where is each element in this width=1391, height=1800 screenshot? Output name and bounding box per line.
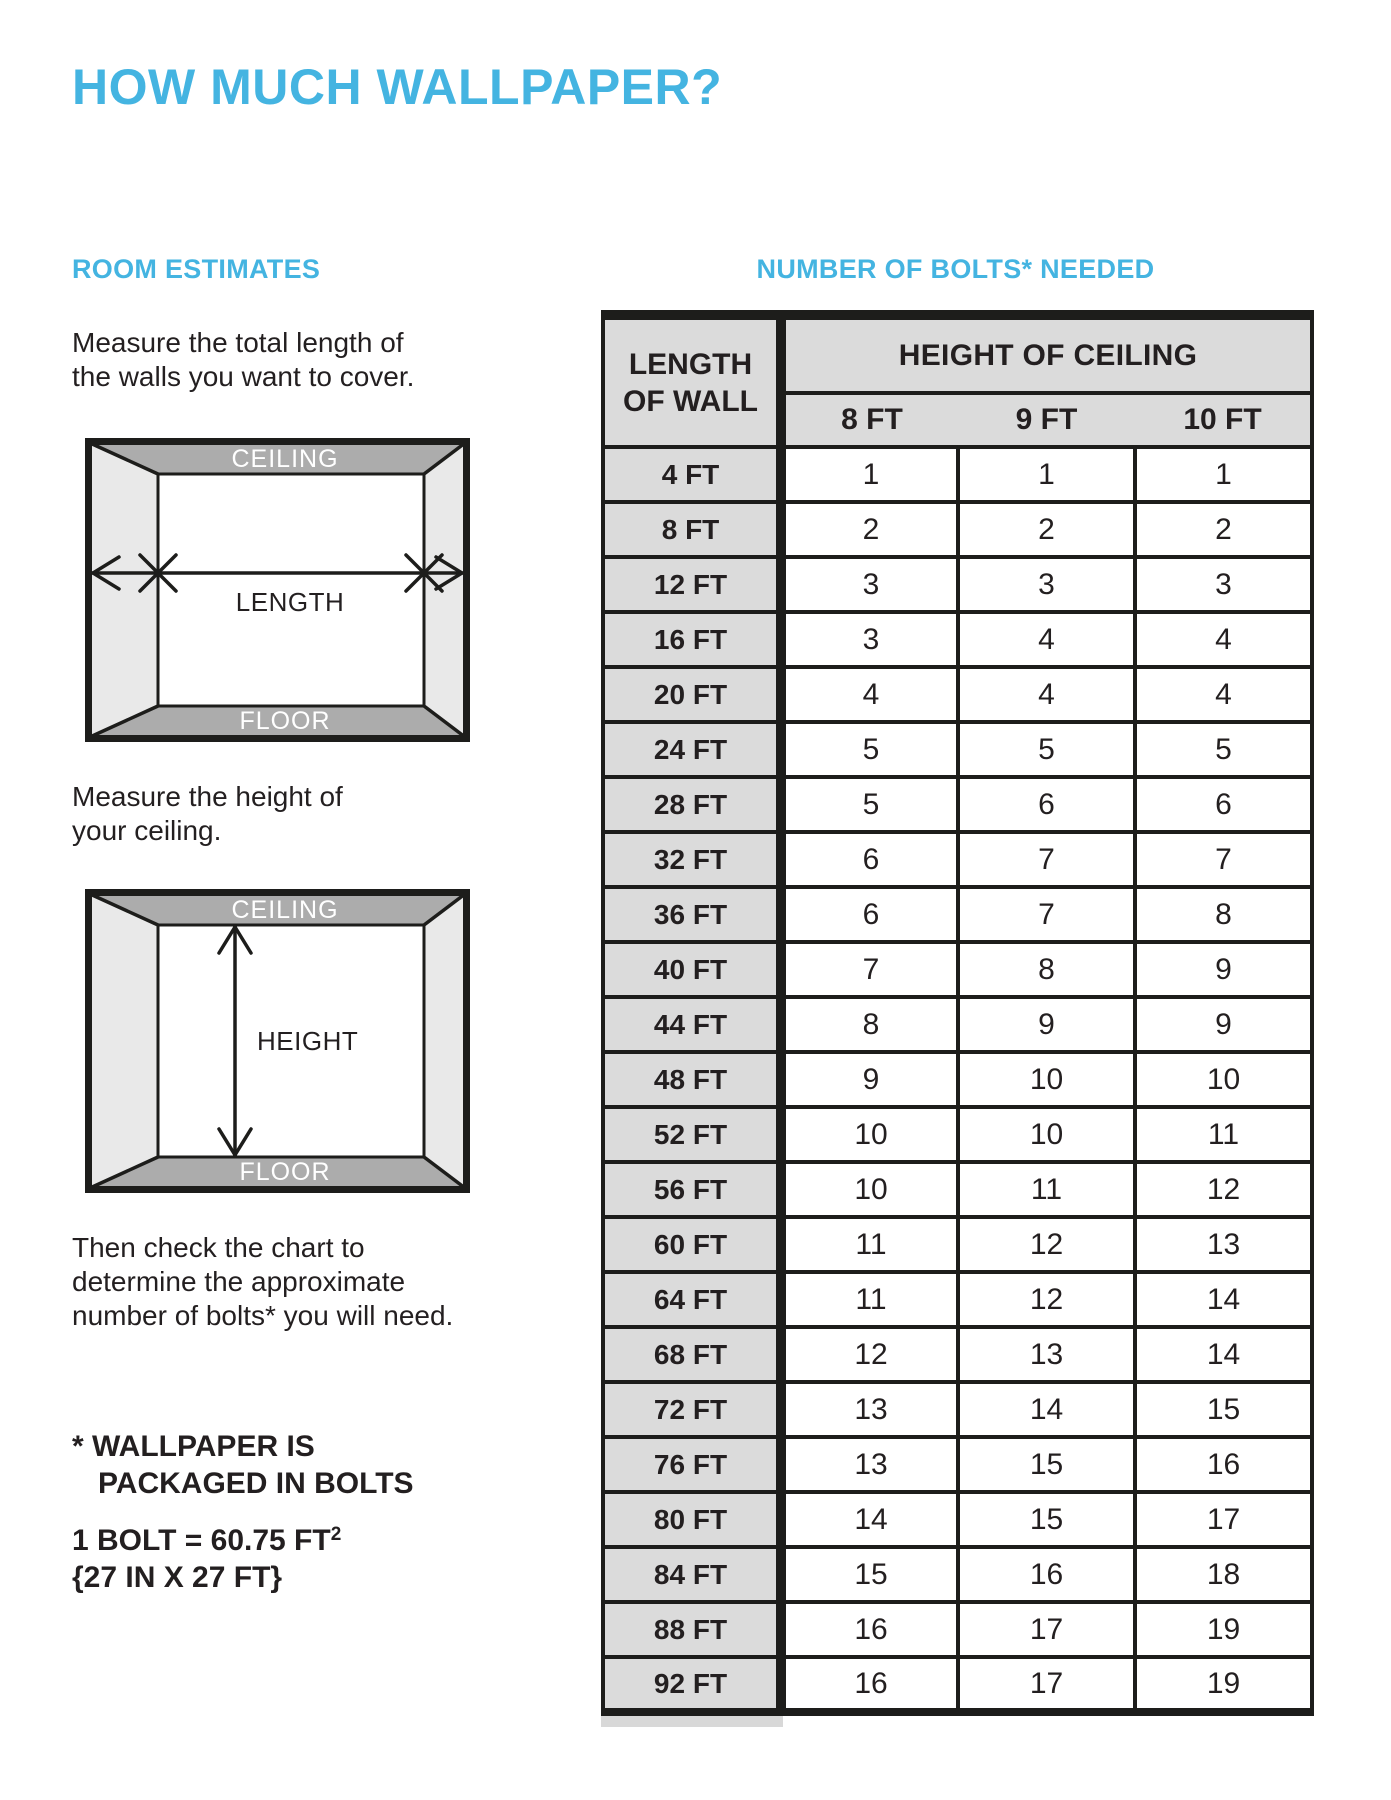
table-row [603, 1382, 1312, 1437]
bolt-count-cell: 3 [958, 557, 1135, 612]
table-row [603, 447, 1312, 502]
table-row [603, 1492, 1312, 1547]
bolt-count-cell: 15 [1135, 1382, 1312, 1437]
wall-length-label: 36 FT [603, 887, 781, 942]
bolt-count-cell: 7 [958, 887, 1135, 942]
bolt-count-cell: 9 [1135, 942, 1312, 997]
right-wall [424, 443, 465, 737]
bolt-count-cell: 16 [958, 1547, 1135, 1602]
wall-length-label: 80 FT [603, 1492, 781, 1547]
wall-length-label: 52 FT [603, 1107, 781, 1162]
bolt-count-cell: 16 [781, 1602, 958, 1657]
height-label: HEIGHT [257, 1026, 359, 1056]
col-header-9ft: 9 FT [958, 393, 1135, 447]
table-row [603, 667, 1312, 722]
wall-length-label: 24 FT [603, 722, 781, 777]
table-row [603, 1162, 1312, 1217]
ceiling-label: CEILING [231, 896, 339, 924]
height-of-ceiling-header: HEIGHT OF CEILING [781, 315, 1312, 393]
wall-length-label: 64 FT [603, 1272, 781, 1327]
bolt-count-cell: 12 [958, 1272, 1135, 1327]
bolt-count-cell: 4 [958, 667, 1135, 722]
bolt-count-cell: 8 [781, 997, 958, 1052]
bolt-count-cell: 4 [1135, 667, 1312, 722]
bolt-count-cell: 5 [781, 722, 958, 777]
squared-superscript: 2 [330, 1524, 342, 1545]
col-header-10ft: 10 FT [1135, 393, 1312, 447]
wall-length-label: 56 FT [603, 1162, 781, 1217]
bolt-count-cell: 17 [958, 1657, 1135, 1712]
bolt-count-cell: 13 [958, 1327, 1135, 1382]
header-line: OF WALL [623, 384, 758, 418]
table-row [603, 557, 1312, 612]
bolt-count-cell: 10 [1135, 1052, 1312, 1107]
bolt-count-cell: 4 [781, 667, 958, 722]
table-row [603, 887, 1312, 942]
bolt-count-cell: 9 [958, 997, 1135, 1052]
table-row [603, 722, 1312, 777]
check-chart-paragraph [72, 1231, 453, 1333]
bolt-count-cell: 10 [958, 1052, 1135, 1107]
bolt-count-cell: 6 [781, 887, 958, 942]
wall-length-label: 20 FT [603, 667, 781, 722]
wall-length-label: 48 FT [603, 1052, 781, 1107]
bolt-count-cell: 7 [1135, 832, 1312, 887]
label-column-sliver [601, 1716, 783, 1727]
table-row [603, 1657, 1312, 1712]
bolt-count-cell: 14 [1135, 1327, 1312, 1382]
col-header-8ft: 8 FT [781, 393, 958, 447]
bolt-count-cell: 3 [781, 557, 958, 612]
bolt-count-cell: 11 [1135, 1107, 1312, 1162]
bolt-count-cell: 3 [781, 612, 958, 667]
bolt-count-cell: 14 [781, 1492, 958, 1547]
bolt-count-cell: 5 [1135, 722, 1312, 777]
table-row [603, 1327, 1312, 1382]
bolt-count-cell: 12 [781, 1327, 958, 1382]
bolt-count-cell: 15 [958, 1437, 1135, 1492]
bolt-count-cell: 1 [958, 447, 1135, 502]
wall-length-label: 92 FT [603, 1657, 781, 1712]
wall-length-label: 4 FT [603, 447, 781, 502]
bolt-count-cell: 5 [781, 777, 958, 832]
bolt-count-cell: 11 [781, 1217, 958, 1272]
bolt-count-cell: 4 [1135, 612, 1312, 667]
wall-length-label: 84 FT [603, 1547, 781, 1602]
bolt-equation [72, 1524, 341, 1558]
bolt-count-cell: 5 [958, 722, 1135, 777]
room-estimates-heading: ROOM ESTIMATES [72, 254, 321, 284]
wall-length-label: 68 FT [603, 1327, 781, 1382]
floor-label: FLOOR [239, 707, 331, 735]
bolt-count-cell: 15 [958, 1492, 1135, 1547]
page-title: HOW MUCH WALLPAPER? [72, 59, 723, 115]
bolt-count-cell: 17 [958, 1602, 1135, 1657]
bolt-count-cell: 7 [958, 832, 1135, 887]
bolt-count-cell: 12 [1135, 1162, 1312, 1217]
bolt-count-cell: 9 [1135, 997, 1312, 1052]
bolt-count-cell: 13 [781, 1437, 958, 1492]
ceiling-label: CEILING [231, 445, 339, 473]
length-of-wall-header [603, 315, 781, 447]
right-wall [424, 894, 465, 1188]
table-row [603, 997, 1312, 1052]
bolt-count-cell: 11 [781, 1272, 958, 1327]
wall-length-label: 40 FT [603, 942, 781, 997]
table-row [603, 1052, 1312, 1107]
wall-length-label: 60 FT [603, 1217, 781, 1272]
bolt-count-cell: 18 [1135, 1547, 1312, 1602]
bolt-count-cell: 10 [781, 1107, 958, 1162]
table-row [603, 942, 1312, 997]
paragraph-line: number of bolts* you will need. [72, 1300, 454, 1331]
bolt-dimensions: {27 IN X 27 FT} [72, 1561, 283, 1594]
bolt-count-cell: 9 [781, 1052, 958, 1107]
bolt-equation-text: 1 BOLT = 60.75 FT [72, 1524, 331, 1557]
table-header-row [603, 315, 1312, 393]
paragraph-line: your ceiling. [72, 815, 222, 846]
bolts-table [601, 310, 1314, 1716]
bolt-count-cell: 12 [958, 1217, 1135, 1272]
table-row [603, 777, 1312, 832]
wall-length-label: 12 FT [603, 557, 781, 612]
wall-length-label: 44 FT [603, 997, 781, 1052]
wall-length-label: 28 FT [603, 777, 781, 832]
paragraph-line: Measure the height of [72, 781, 343, 812]
paragraph-line: the walls you want to cover. [72, 361, 415, 392]
bolt-count-cell: 2 [781, 502, 958, 557]
bolt-count-cell: 8 [958, 942, 1135, 997]
left-wall [90, 894, 158, 1188]
measure-height-paragraph [72, 780, 343, 848]
bolt-count-cell: 10 [958, 1107, 1135, 1162]
bolts-table-wrap [601, 310, 1314, 1727]
bolt-count-cell: 13 [781, 1382, 958, 1437]
bolts-needed-heading: NUMBER OF BOLTS* NEEDED [756, 254, 1155, 284]
bolt-count-cell: 13 [1135, 1217, 1312, 1272]
bolt-count-cell: 8 [1135, 887, 1312, 942]
bolt-count-cell: 16 [781, 1657, 958, 1712]
table-row [603, 1107, 1312, 1162]
table-row [603, 832, 1312, 887]
paragraph-line: determine the approximate [72, 1266, 406, 1297]
bolt-count-cell: 3 [1135, 557, 1312, 612]
wall-length-label: 76 FT [603, 1437, 781, 1492]
bolt-count-cell: 6 [1135, 777, 1312, 832]
table-row [603, 1272, 1312, 1327]
table-row [603, 1602, 1312, 1657]
bolt-count-cell: 1 [781, 447, 958, 502]
wall-length-label: 72 FT [603, 1382, 781, 1437]
bolt-count-cell: 2 [958, 502, 1135, 557]
bolt-count-cell: 1 [1135, 447, 1312, 502]
floor-label: FLOOR [239, 1158, 331, 1186]
bolt-count-cell: 14 [958, 1382, 1135, 1437]
measure-length-paragraph [72, 326, 414, 394]
room-height-diagram [85, 889, 470, 1193]
bolt-count-cell: 4 [958, 612, 1135, 667]
note-line: * WALLPAPER IS [72, 1430, 315, 1463]
bolt-count-cell: 19 [1135, 1602, 1312, 1657]
table-row [603, 1437, 1312, 1492]
bolt-count-cell: 7 [781, 942, 958, 997]
bolts-table-body [603, 447, 1312, 1712]
bolt-count-cell: 10 [781, 1162, 958, 1217]
wall-length-label: 32 FT [603, 832, 781, 887]
bolt-count-cell: 19 [1135, 1657, 1312, 1712]
wall-length-label: 16 FT [603, 612, 781, 667]
wallpaper-bolts-note [72, 1428, 414, 1502]
table-row [603, 1547, 1312, 1602]
bolt-count-cell: 11 [958, 1162, 1135, 1217]
paragraph-line: Then check the chart to [72, 1232, 365, 1263]
bolt-count-cell: 15 [781, 1547, 958, 1602]
table-row [603, 612, 1312, 667]
table-row [603, 502, 1312, 557]
note-line: PACKAGED IN BOLTS [98, 1467, 414, 1500]
bolt-count-cell: 6 [781, 832, 958, 887]
paragraph-line: Measure the total length of [72, 327, 404, 358]
bolt-count-cell: 6 [958, 777, 1135, 832]
header-line: LENGTH [628, 347, 753, 381]
room-length-diagram [85, 438, 470, 742]
wall-length-label: 8 FT [603, 502, 781, 557]
wall-length-label: 88 FT [603, 1602, 781, 1657]
bolt-count-cell: 17 [1135, 1492, 1312, 1547]
bolt-count-cell: 2 [1135, 502, 1312, 557]
table-row [603, 1217, 1312, 1272]
length-label: LENGTH [235, 587, 345, 617]
left-wall [90, 443, 158, 737]
bolt-count-cell: 14 [1135, 1272, 1312, 1327]
bolt-count-cell: 16 [1135, 1437, 1312, 1492]
